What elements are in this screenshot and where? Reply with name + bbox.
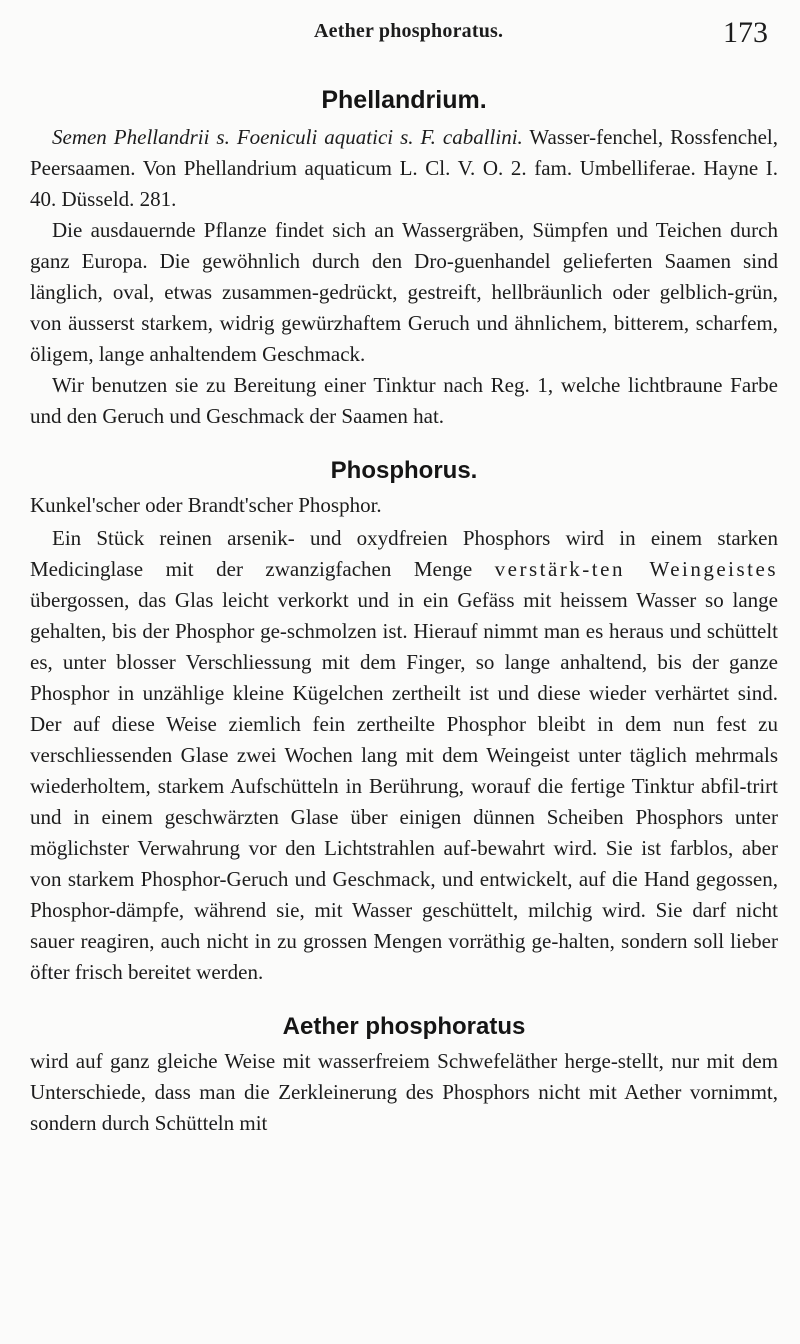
section-heading-phellandrium: Phellandrium. xyxy=(321,86,487,114)
phellandrium-paragraph-2: Wir benutzen sie zu Bereitung einer Tinktur nach Reg. 1, welche lichtbraune Farbe und den Geruch und Geschmack der Saamen hat. xyxy=(30,373,778,428)
section-heading-phosphorus: Phosphorus. xyxy=(330,457,478,484)
page-number: 173 xyxy=(723,16,768,49)
phellandrium-latin-names: Semen Phellandrii s. Foeniculi aquatici s. F. caballini. xyxy=(52,125,523,149)
phellandrium-synonyms xyxy=(30,122,778,215)
page-content xyxy=(30,70,778,1139)
phosphorus-paragraph xyxy=(30,523,778,988)
section-aether-phosphoratus xyxy=(30,1010,778,1139)
running-head xyxy=(30,16,780,52)
section-phosphorus xyxy=(30,454,778,988)
section-phellandrium xyxy=(30,80,778,432)
phosphorus-spaced-emphasis: verstärk-ten Weingeistes xyxy=(494,557,779,581)
section-heading-aether-phosphoratus: Aether phosphoratus xyxy=(282,1013,526,1040)
phosphorus-paragraph-text-1: Ein Stück reinen arsenik- und oxydfreien Phosphors wird in einem starken Medicinglase mit der zwanzigfachen Menge xyxy=(30,526,778,581)
phosphorus-paragraph-text-2: übergossen, das Glas leicht verkorkt und in ein Gefäss mit heissem Wasser so lange gehalten, bis der Phosphor ge-schmolzen ist. Hierauf nimmt man es heraus und schüttelt es, unter blosser Verschliessung mit dem Finger, so lange anhaltend, bis der ganze Phosphor in unzählige kleine Kügelchen zertheilt ist und diese wieder verhärtet sind. Der auf diese Weise ziemlich fein zertheilte Phosphor bleibt in dem nun fest zu verschliessenden Glase zwei Wochen lang mit dem Weingeist unter täglich mehrmals wiederholtem, starkem Aufschütteln in Berührung, worauf die fertige Tinktur abfil-trirt und in einem geschwärzten Glase über einigen dünnen Scheiben Phosphors unter möglichster Verwahrung vor den Lichtstrahlen auf-bewahrt wird. Sie ist farblos, aber von starkem Phosphor-Geruch und Geschmack, und entwickelt, auf die Hand gegossen, Phosphor-dämpfe, während sie, mit Wasser geschüttelt, milchig wird. Sie darf nicht sauer reagiren, auch nicht in zu grossen Mengen vorräthig ge-halten, sondern soll lieber öfter frisch bereitet werden. xyxy=(30,588,778,984)
aether-phosphoratus-paragraph: wird auf ganz gleiche Weise mit wasserfreiem Schwefeläther herge-stellt, nur mit dem Unterschiede, dass man die Zerkleinerung des Phosphors nicht mit Aether vornimmt, sondern durch Schütteln mit xyxy=(30,1049,778,1135)
phellandrium-paragraph-1: Die ausdauernde Pflanze findet sich an Wassergräben, Sümpfen und Teichen durch ganz Europa. Die gewöhnlich durch den Dro-guenhandel gelieferten Saamen sind länglich, oval, etwas zusammen-gedrückt, gestreift, hellbräunlich oder gelblich-grün, von äusserst starkem, widrig gewürzhaftem Geruch und ähnlichem, bitterem, scharfem, öligem, lange anhaltendem Geschmack. xyxy=(30,218,778,366)
phosphorus-synonyms: Kunkel'scher oder Brandt'scher Phosphor. xyxy=(30,493,382,517)
running-title: Aether phosphoratus. xyxy=(314,20,504,42)
phellandrium-synonyms-text: Wasser-fenchel, Rossfenchel, Peersaamen. Von Phellandrium aquaticum L. Cl. V. O. 2. fam. Umbelliferae. Hayne I. 40. Düsseld. 281. xyxy=(30,125,778,211)
